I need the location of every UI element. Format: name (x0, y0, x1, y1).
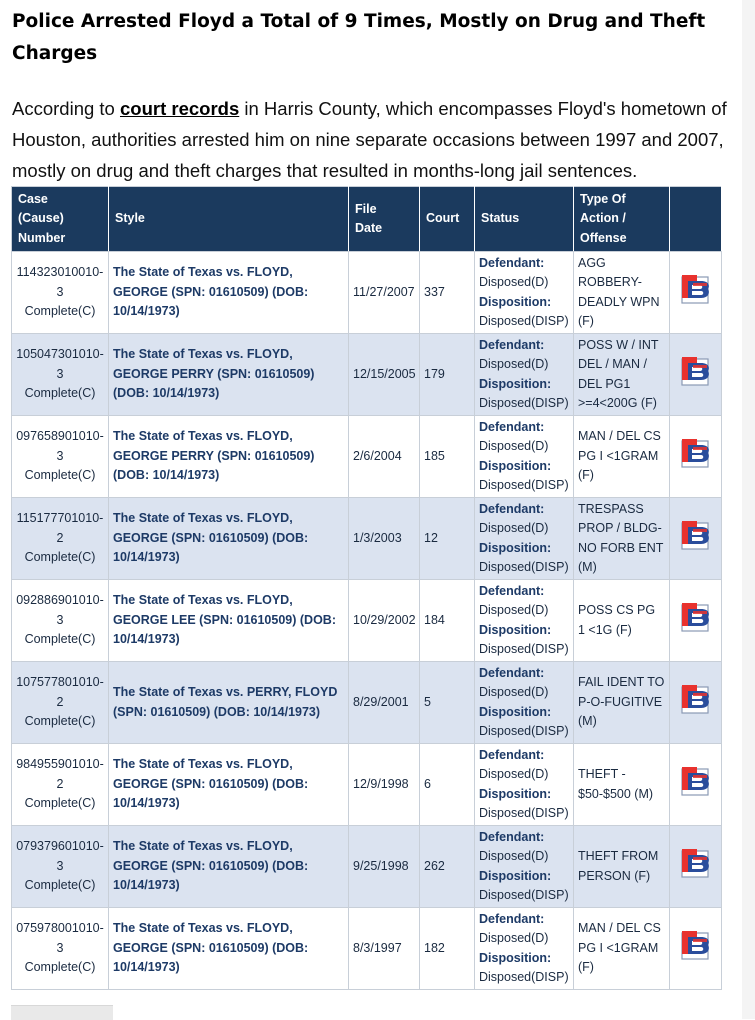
document-cell[interactable] (670, 826, 722, 908)
disposition-label: Disposition: (479, 786, 552, 801)
case-sequence: 3 (56, 366, 64, 381)
case-style: The State of Texas vs. FLOYD, GEORGE PERRY (SPN: 01610509) (DOB: 10/14/1973) (109, 334, 349, 416)
disposition-label: Disposition: (479, 376, 552, 391)
header-style[interactable]: Style (109, 187, 349, 252)
disposition-status: Disposed(DISP) (479, 806, 569, 820)
defendant-status: Disposed(D) (479, 357, 549, 371)
defendant-label: Defendant: (479, 419, 545, 434)
defendant-status: Disposed(D) (479, 849, 549, 863)
offense-type: POSS W / INT DEL / MAN / DEL PG1 >=4<200G (F) (574, 334, 670, 416)
court-number: 182 (420, 908, 475, 990)
court-number: 6 (420, 744, 475, 826)
header-file-date[interactable]: File Date (349, 187, 420, 252)
defendant-status: Disposed(D) (479, 603, 549, 617)
offense-type: MAN / DEL CS PG I <1GRAM (F) (574, 908, 670, 990)
case-completion-status: Complete(C) (24, 960, 96, 975)
case-number[interactable]: 075978001010- (16, 921, 104, 936)
document-cell[interactable] (670, 416, 722, 498)
case-completion-status: Complete(C) (24, 632, 96, 647)
status-cell (475, 908, 574, 990)
case-number-cell[interactable] (12, 416, 109, 498)
bottom-tab (11, 1005, 113, 1020)
case-sequence: 2 (56, 530, 64, 545)
offense-type: FAIL IDENT TO P-O-FUGITIVE (M) (574, 662, 670, 744)
scrollbar[interactable] (742, 0, 755, 1019)
defendant-status: Disposed(D) (479, 685, 549, 699)
case-sequence: 2 (56, 776, 64, 791)
disposition-label: Disposition: (479, 540, 552, 555)
court-records-link[interactable]: court records (119, 98, 240, 119)
case-sequence: 3 (56, 284, 64, 299)
case-number[interactable]: 079379601010- (16, 839, 104, 854)
disposition-label: Disposition: (479, 458, 552, 473)
status-cell (475, 416, 574, 498)
defendant-label: Defendant: (479, 337, 545, 352)
case-style: The State of Texas vs. FLOYD, GEORGE (SPN: 01610509) (DOB: 10/14/1973) (109, 908, 349, 990)
case-number[interactable]: 092886901010- (16, 593, 104, 608)
file-date: 8/29/2001 (349, 662, 420, 744)
case-number[interactable]: 114323010010- (16, 265, 104, 280)
case-number-cell[interactable] (12, 908, 109, 990)
table-header-row (12, 187, 722, 252)
document-cell[interactable] (670, 498, 722, 580)
header-status[interactable]: Status (475, 187, 574, 252)
defendant-label: Defendant: (479, 747, 545, 762)
disposition-status: Disposed(DISP) (479, 888, 569, 902)
defendant-status: Disposed(D) (479, 275, 549, 289)
pdf-document-icon[interactable] (679, 436, 713, 470)
offense-type: TRESPASS PROP / BLDG-NO FORB ENT (M) (574, 498, 670, 580)
status-cell (475, 826, 574, 908)
case-completion-status: Complete(C) (24, 468, 96, 483)
intro-text-after: in Harris County, which encompasses Floyd's hometown of Houston, authorities arrested him on nine separate occasions between 1997 and 2007, mostly on drug and theft charges that resulted in months-long jail sentences. (12, 98, 727, 181)
court-number: 5 (420, 662, 475, 744)
case-style: The State of Texas vs. FLOYD, GEORGE LEE (SPN: 01610509) (DOB: 10/14/1973) (109, 580, 349, 662)
status-cell (475, 662, 574, 744)
pdf-document-icon[interactable] (679, 682, 713, 716)
case-sequence: 3 (56, 448, 64, 463)
table-row (12, 826, 722, 908)
defendant-label: Defendant: (479, 255, 545, 270)
defendant-status: Disposed(D) (479, 521, 549, 535)
offense-type: MAN / DEL CS PG I <1GRAM (F) (574, 416, 670, 498)
file-date: 11/27/2007 (349, 252, 420, 334)
offense-type: POSS CS PG 1 <1G (F) (574, 580, 670, 662)
defendant-status: Disposed(D) (479, 931, 549, 945)
pdf-document-icon[interactable] (679, 846, 713, 880)
case-number[interactable]: 115177701010- (16, 511, 104, 526)
table-row (12, 662, 722, 744)
defendant-label: Defendant: (479, 583, 545, 598)
case-number-cell[interactable] (12, 580, 109, 662)
disposition-status: Disposed(DISP) (479, 724, 569, 738)
intro-paragraph (12, 93, 732, 186)
offense-type: THEFT FROM PERSON (F) (574, 826, 670, 908)
case-completion-status: Complete(C) (24, 550, 96, 565)
table-row (12, 252, 722, 334)
defendant-label: Defendant: (479, 829, 545, 844)
court-number: 185 (420, 416, 475, 498)
disposition-label: Disposition: (479, 622, 552, 637)
table-row (12, 744, 722, 826)
case-completion-status: Complete(C) (24, 796, 96, 811)
case-number-cell[interactable] (12, 826, 109, 908)
case-sequence: 2 (56, 694, 64, 709)
article-heading: Police Arrested Floyd a Total of 9 Times, Mostly on Drug and Theft Charges (12, 11, 706, 64)
pdf-document-icon[interactable] (679, 928, 713, 962)
document-cell[interactable] (670, 580, 722, 662)
case-sequence: 3 (56, 612, 64, 627)
offense-type: THEFT - $50-$500 (M) (574, 744, 670, 826)
intro-text-before: According to (12, 98, 120, 119)
offense-type: AGG ROBBERY-DEADLY WPN (F) (574, 252, 670, 334)
defendant-label: Defendant: (479, 501, 545, 516)
case-style: The State of Texas vs. FLOYD, GEORGE (SPN: 01610509) (DOB: 10/14/1973) (109, 498, 349, 580)
case-number[interactable]: 105047301010- (16, 347, 104, 362)
case-completion-status: Complete(C) (24, 304, 96, 319)
pdf-document-icon[interactable] (679, 600, 713, 634)
case-style: The State of Texas vs. FLOYD, GEORGE PERRY (SPN: 01610509) (DOB: 10/14/1973) (109, 416, 349, 498)
case-number[interactable]: 097658901010- (16, 429, 104, 444)
header-offense-type[interactable]: Type Of Action / Offense (574, 187, 670, 252)
status-cell (475, 744, 574, 826)
file-date: 8/3/1997 (349, 908, 420, 990)
table-row (12, 580, 722, 662)
table-row (12, 498, 722, 580)
disposition-status: Disposed(DISP) (479, 642, 569, 656)
case-completion-status: Complete(C) (24, 878, 96, 893)
status-cell (475, 498, 574, 580)
court-number: 337 (420, 252, 475, 334)
status-cell (475, 252, 574, 334)
document-cell[interactable] (670, 252, 722, 334)
file-date: 1/3/2003 (349, 498, 420, 580)
pdf-document-icon[interactable] (679, 272, 713, 306)
header-court[interactable]: Court (420, 187, 475, 252)
case-style: The State of Texas vs. PERRY, FLOYD (SPN: 01610509) (DOB: 10/14/1973) (109, 662, 349, 744)
document-cell[interactable] (670, 334, 722, 416)
pdf-document-icon[interactable] (679, 354, 713, 388)
court-number: 262 (420, 826, 475, 908)
file-date: 9/25/1998 (349, 826, 420, 908)
disposition-status: Disposed(DISP) (479, 314, 569, 328)
defendant-status: Disposed(D) (479, 439, 549, 453)
case-style: The State of Texas vs. FLOYD, GEORGE (SPN: 01610509) (DOB: 10/14/1973) (109, 252, 349, 334)
case-number-cell[interactable] (12, 252, 109, 334)
disposition-status: Disposed(DISP) (479, 970, 569, 984)
case-number-cell[interactable] (12, 334, 109, 416)
document-cell[interactable] (670, 662, 722, 744)
case-completion-status: Complete(C) (24, 386, 96, 401)
defendant-status: Disposed(D) (479, 767, 549, 781)
file-date: 10/29/2002 (349, 580, 420, 662)
disposition-label: Disposition: (479, 950, 552, 965)
pdf-document-icon[interactable] (679, 764, 713, 798)
case-sequence: 3 (56, 940, 64, 955)
case-sequence: 3 (56, 858, 64, 873)
table-row (12, 416, 722, 498)
table-row (12, 908, 722, 990)
court-number: 179 (420, 334, 475, 416)
disposition-status: Disposed(DISP) (479, 560, 569, 574)
status-cell (475, 580, 574, 662)
disposition-label: Disposition: (479, 704, 552, 719)
pdf-document-icon[interactable] (679, 518, 713, 552)
court-records-table (11, 186, 722, 990)
disposition-status: Disposed(DISP) (479, 396, 569, 410)
status-cell (475, 334, 574, 416)
case-completion-status: Complete(C) (24, 714, 96, 729)
header-case-number[interactable]: Case (Cause) Number (12, 187, 109, 252)
case-number-cell[interactable] (12, 662, 109, 744)
table-row (12, 334, 722, 416)
defendant-label: Defendant: (479, 665, 545, 680)
document-cell[interactable] (670, 908, 722, 990)
disposition-status: Disposed(DISP) (479, 478, 569, 492)
case-number-cell[interactable] (12, 744, 109, 826)
file-date: 12/9/1998 (349, 744, 420, 826)
defendant-label: Defendant: (479, 911, 545, 926)
disposition-label: Disposition: (479, 868, 552, 883)
case-number-cell[interactable] (12, 498, 109, 580)
case-number[interactable]: 984955901010- (16, 757, 104, 772)
file-date: 2/6/2004 (349, 416, 420, 498)
file-date: 12/15/2005 (349, 334, 420, 416)
case-number[interactable]: 107577801010- (16, 675, 104, 690)
disposition-label: Disposition: (479, 294, 552, 309)
case-style: The State of Texas vs. FLOYD, GEORGE (SPN: 01610509) (DOB: 10/14/1973) (109, 826, 349, 908)
case-style: The State of Texas vs. FLOYD, GEORGE (SPN: 01610509) (DOB: 10/14/1973) (109, 744, 349, 826)
court-number: 184 (420, 580, 475, 662)
document-cell[interactable] (670, 744, 722, 826)
court-number: 12 (420, 498, 475, 580)
header-document (670, 187, 722, 252)
